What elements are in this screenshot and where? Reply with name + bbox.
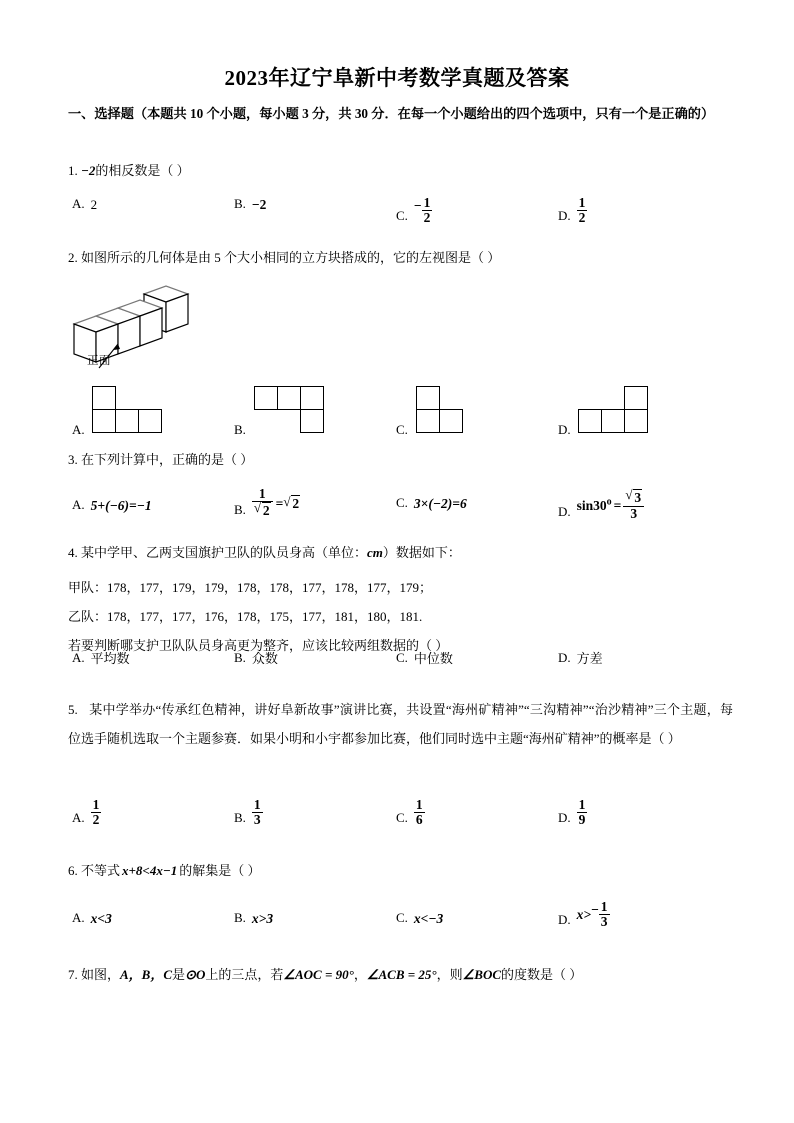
option-2-a[interactable]	[72, 382, 202, 438]
angle-acb: ∠ACB = 25°	[366, 967, 437, 982]
option-3-a[interactable]	[72, 497, 152, 514]
option-label: B.	[234, 810, 246, 826]
option-value: $\sin 30^o$ = √ $\frac{3}{3}$	[571, 489, 644, 521]
question-7-text-seg1: 如图，	[81, 967, 121, 982]
question-7-text-seg3: 上的三点，若	[205, 967, 284, 982]
separator: ，	[353, 967, 367, 982]
option-label: A.	[72, 650, 85, 665]
question-3-stem	[68, 447, 733, 472]
question-2-number: 2.	[68, 250, 78, 265]
radical-icon: √ 2	[283, 495, 300, 512]
option-value: x<−3	[413, 911, 444, 926]
question-4-stem	[68, 540, 733, 565]
fraction-denominator	[252, 502, 273, 519]
option-value: 中位数	[413, 651, 453, 666]
question-5-text: 某中学举办“传承红色精神，讲好阜新故事”演讲比赛，共设置“海州矿精神”“三沟精神”“治沙精神”三个主题，每位选手随机选取一个主题参赛．如果小明和小宇都参加比赛，他们同时选中主题“海州矿精神”的概率是（ ）	[68, 702, 734, 746]
question-3-options	[68, 487, 768, 537]
section-heading: 一、选择题（本题共 10 个小题，每小题 3 分，共 30 分．在每一个小题给出的四个选项中，只有一个是正确的）	[68, 106, 715, 121]
option-3-c[interactable]	[396, 495, 467, 512]
option-6-b[interactable]	[234, 910, 273, 927]
option-label: B.	[234, 910, 246, 925]
angle-aoc: ∠AOC = 90°	[283, 967, 354, 982]
option-4-b[interactable]	[234, 648, 278, 667]
question-4-text-part1: 某中学甲、乙两支国旗护卫队的队员身高（单位：	[81, 545, 368, 560]
radical-icon: √ 3	[625, 489, 642, 506]
option-value: 3×(−2)=6	[413, 496, 467, 511]
option-label: D.	[558, 810, 571, 826]
team-b-data	[68, 604, 422, 629]
fraction-denominator: 2	[92, 812, 100, 828]
option-label: C.	[396, 208, 408, 224]
option-value: x>3	[251, 911, 274, 926]
angle-boc: ∠BOC	[462, 967, 502, 982]
option-label: A.	[72, 497, 85, 512]
option-label: C.	[396, 422, 408, 437]
team-a-label: 甲队：	[68, 580, 108, 595]
fraction-denominator: 9	[578, 812, 586, 828]
fraction-numerator: 1	[423, 195, 431, 210]
unit-label: cm	[367, 545, 383, 560]
fraction-denominator: 2	[423, 210, 431, 226]
circle-symbol: ⊙O	[185, 967, 206, 982]
question-6-math: x+8<4x−1	[122, 863, 178, 878]
question-1-stem	[68, 158, 733, 183]
left-view-shape-b	[254, 386, 330, 438]
option-2-d[interactable]	[558, 382, 688, 438]
option-value	[571, 196, 588, 225]
option-label: C.	[396, 650, 408, 665]
fraction	[599, 900, 610, 929]
front-direction-label: 正面	[87, 355, 111, 367]
fraction-denominator: 6	[415, 812, 423, 828]
option-value: 平均数	[90, 651, 130, 666]
fraction	[577, 196, 588, 225]
option-label: B.	[234, 501, 246, 517]
option-value: x<3	[90, 911, 112, 926]
option-label: A.	[72, 422, 85, 437]
option-value: 2	[90, 197, 98, 212]
left-view-shape-c	[416, 386, 470, 438]
question-4-text-part2: ）数据如下：	[382, 545, 461, 560]
team-b-values: 178，177，177，176，178，175，177，181，180，181.	[107, 609, 423, 624]
option-4-c[interactable]	[396, 648, 453, 667]
fraction-numerator: 1	[578, 195, 586, 210]
fraction	[623, 489, 644, 521]
question-7-points: A，B，C	[120, 967, 173, 982]
question-5-number: 5.	[68, 702, 78, 717]
option-1-d[interactable]	[558, 196, 587, 225]
option-label: B.	[234, 196, 246, 211]
question-6-number: 6.	[68, 863, 78, 878]
question-4-ask: 若要判断哪支护卫队队员身高更为整齐，应该比较两组数据的（ ）	[68, 638, 449, 653]
fraction-numerator: 1	[92, 797, 100, 812]
option-label: A.	[72, 910, 85, 925]
option-5-d[interactable]	[558, 798, 587, 827]
team-a-values: 178，177，179，179，178，178，177，178，177，179；	[107, 580, 433, 595]
option-5-b[interactable]	[234, 798, 263, 827]
option-3-d[interactable]	[558, 489, 644, 521]
option-label: B.	[234, 422, 246, 437]
option-5-c[interactable]	[396, 798, 425, 827]
option-1-c[interactable]	[396, 196, 432, 225]
fraction-numerator: 1	[600, 899, 608, 914]
fraction-numerator: 1	[415, 797, 423, 812]
option-label: C.	[396, 810, 408, 826]
radical-icon: √ 2	[254, 502, 271, 519]
question-2-text: 如图所示的几何体是由 5 个大小相同的立方块搭成的，它的左视图是（ ）	[81, 250, 501, 265]
option-value: 5+(−6)=−1	[90, 498, 152, 513]
option-6-d[interactable]	[558, 900, 610, 929]
option-label: B.	[234, 650, 246, 665]
fraction-numerator: 1	[578, 797, 586, 812]
left-view-shape-a	[92, 386, 168, 438]
question-7-text-seg4: ，则	[436, 967, 463, 982]
option-value: 1 √ 2 = √ 2	[246, 487, 300, 519]
option-value	[408, 196, 432, 225]
fraction	[422, 196, 433, 225]
fraction-numerator	[623, 489, 644, 507]
question-2-stem	[68, 245, 733, 270]
question-5-stem	[68, 695, 733, 753]
option-3-b[interactable]	[234, 487, 300, 519]
fraction	[577, 798, 588, 827]
option-2-b[interactable]	[234, 382, 364, 438]
question-4-options	[68, 648, 768, 676]
question-7-text-seg5: 的度数是（ ）	[501, 967, 583, 982]
option-4-a[interactable]	[72, 648, 130, 667]
page-title: 2023年辽宁阜新中考数学真题及答案	[224, 66, 570, 90]
question-1-number: 1.	[68, 163, 78, 178]
question-5-options	[68, 798, 768, 844]
option-label: D.	[558, 503, 571, 519]
question-6-stem	[68, 858, 733, 883]
minus-sign: −	[413, 198, 422, 214]
option-5-a[interactable]	[72, 798, 101, 827]
question-1-math: −2	[81, 163, 96, 178]
option-label: D.	[558, 650, 571, 665]
option-1-a[interactable]	[72, 196, 97, 213]
option-6-a[interactable]	[72, 910, 112, 927]
option-label: D.	[558, 422, 571, 437]
left-view-shape-d	[578, 386, 654, 438]
option-label: C.	[396, 495, 408, 510]
option-value	[571, 900, 610, 929]
minus-sign: −	[591, 902, 599, 918]
option-value: −2	[251, 197, 267, 212]
question-7-stem	[68, 962, 733, 987]
option-value	[571, 798, 588, 827]
fraction-denominator: 2	[578, 210, 586, 226]
question-2-options	[68, 378, 768, 438]
fraction-denominator: 3	[253, 812, 261, 828]
fraction	[252, 798, 263, 827]
fraction-denominator: 3	[630, 505, 638, 521]
question-6-text-after: 的解集是（ ）	[179, 863, 261, 878]
question-1-text: 的相反数是（ ）	[95, 163, 190, 178]
team-a-data	[68, 575, 432, 600]
option-1-b[interactable]	[234, 196, 266, 213]
option-value	[408, 798, 425, 827]
fraction	[252, 487, 273, 519]
question-6-text-before: 不等式	[81, 863, 121, 878]
option-value	[246, 798, 263, 827]
fraction-denominator: 3	[600, 914, 608, 930]
inequality-prefix: x>	[576, 906, 592, 922]
fraction-numerator: 1	[253, 797, 261, 812]
fraction	[414, 798, 425, 827]
question-7-number: 7.	[68, 967, 78, 982]
question-7-text-seg2: 是	[172, 967, 186, 982]
option-label: A.	[72, 810, 85, 826]
fraction-numerator: 1	[252, 487, 273, 502]
question-3-text: 在下列计算中，正确的是（ ）	[81, 452, 254, 467]
option-label: C.	[396, 910, 408, 925]
option-value: 众数	[251, 651, 278, 666]
option-value: 方差	[576, 651, 603, 666]
question-3-number: 3.	[68, 452, 78, 467]
question-6-options	[68, 900, 768, 946]
option-label: D.	[558, 912, 571, 928]
question-4-number: 4.	[68, 545, 78, 560]
option-label: D.	[558, 208, 571, 224]
option-6-c[interactable]	[396, 910, 443, 927]
option-value	[85, 798, 102, 827]
option-label: A.	[72, 196, 85, 211]
option-2-c[interactable]	[396, 382, 526, 438]
team-b-label: 乙队：	[68, 609, 108, 624]
question-1-options	[68, 196, 768, 240]
fraction	[91, 798, 102, 827]
option-4-d[interactable]	[558, 648, 603, 667]
